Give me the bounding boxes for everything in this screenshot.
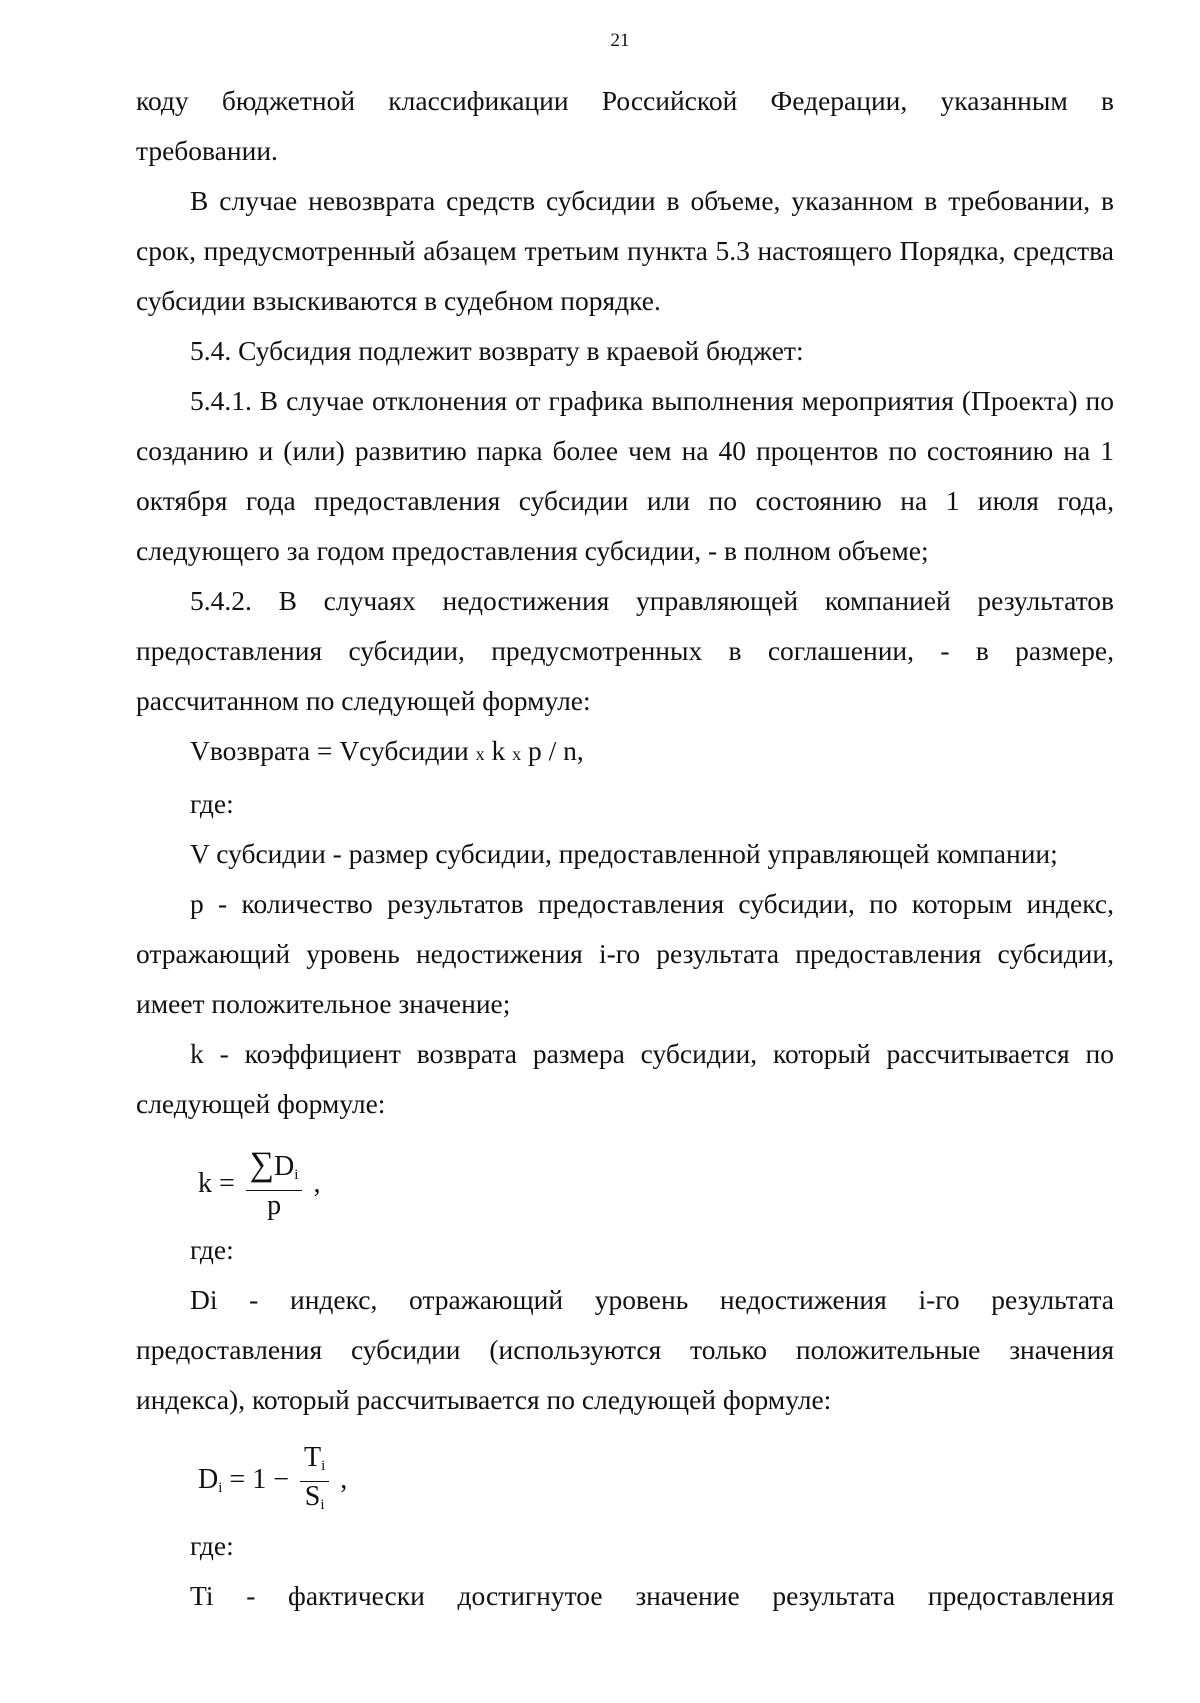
formula-k-tail: , xyxy=(313,1168,321,1199)
formula-d-num-sub: i xyxy=(321,1458,326,1475)
where-label-3: где: xyxy=(190,1530,234,1561)
paragraph-2: В случае невозврата средств субсидии в объеме, указанном в требовании, в срок, предусмотренный абзацем третьим пункта 5.3 настоящего Порядка, средства субсидии взыскиваются в судебном порядке. xyxy=(136,185,1114,316)
document-body xyxy=(136,76,1114,1621)
formula-vreturn-multiply-1: x xyxy=(475,744,485,764)
formula-d-denominator xyxy=(300,1482,329,1520)
formula-d-den-var: S xyxy=(304,1481,321,1513)
formula-k-denominator: p xyxy=(267,1190,282,1222)
where-label-1: где: xyxy=(190,788,234,819)
paragraph-5: 5.4.2. В случаях недостижения управляющей компанией результатов предоставления субсидии, предусмотренных в соглашении, - в размере, рассчитанном по следующей формуле: xyxy=(136,585,1114,716)
formula-d-lhs-var: D xyxy=(198,1464,219,1495)
formula-d xyxy=(136,1439,1114,1521)
formula-k-numerator xyxy=(246,1146,303,1191)
paragraph-1-line-1: коду бюджетной классификации Российской Федерации, указанным в xyxy=(136,85,1114,116)
paragraph-7: p - количество результатов предоставления субсидии, по которым индекс, отражающий уровень недостижения i-го результата предоставления субсидии, имеет положительное значение; xyxy=(136,888,1114,1019)
paragraph-4: 5.4.1. В случае отклонения от графика выполнения мероприятия (Проекта) по созданию и (или) развитию парка более чем на 40 процентов по состоянию на 1 октября года предоставления субсидии или по состоянию на 1 июля года, следующего за годом предоставления субсидии, - в полном объеме; xyxy=(136,385,1114,566)
formula-d-den-sub: i xyxy=(320,1497,325,1514)
formula-vreturn-k: k xyxy=(491,735,506,766)
page-number: 21 xyxy=(610,30,630,51)
formula-d-fraction xyxy=(300,1443,329,1520)
paragraph-1-line-2: требовании. xyxy=(136,135,278,166)
formula-vreturn-multiply-2: x xyxy=(512,744,522,764)
formula-k-num-var: D xyxy=(274,1151,295,1183)
paragraph-8: k - коэффициент возврата размера субсидии, который рассчитывается по следующей формуле: xyxy=(136,1038,1114,1119)
paragraph-10: Ti - фактически достигнутое значение результата предоставления xyxy=(190,1580,1114,1611)
formula-vreturn-tail: p / n, xyxy=(528,735,584,766)
where-label-2: где: xyxy=(190,1234,234,1265)
paragraph-6: V субсидии - размер субсидии, предоставленной управляющей компании; xyxy=(190,838,1058,869)
formula-d-tail: , xyxy=(340,1464,348,1495)
formula-k-lhs: k = xyxy=(198,1168,235,1199)
sigma-symbol: ∑ xyxy=(249,1146,275,1184)
formula-d-eq: = 1 − xyxy=(229,1464,289,1495)
formula-d-num-var: T xyxy=(304,1442,322,1474)
paragraph-3: 5.4. Субсидия подлежит возврату в краевой бюджет: xyxy=(190,335,804,366)
paragraph-9: Di - индекс, отражающий уровень недостижения i-го результата предоставления субсидии (используются только положительные значения индекса), который рассчитывается по следующей формуле: xyxy=(136,1284,1114,1415)
formula-k xyxy=(136,1143,1114,1225)
formula-vreturn xyxy=(136,726,1114,779)
formula-vreturn-lhs: Vвозврата = Vсубсидии xyxy=(190,735,469,766)
formula-d-lhs-sub: i xyxy=(218,1480,223,1496)
formula-k-num-sub: i xyxy=(294,1167,299,1184)
formula-k-fraction xyxy=(246,1146,303,1222)
formula-d-numerator xyxy=(300,1443,329,1482)
